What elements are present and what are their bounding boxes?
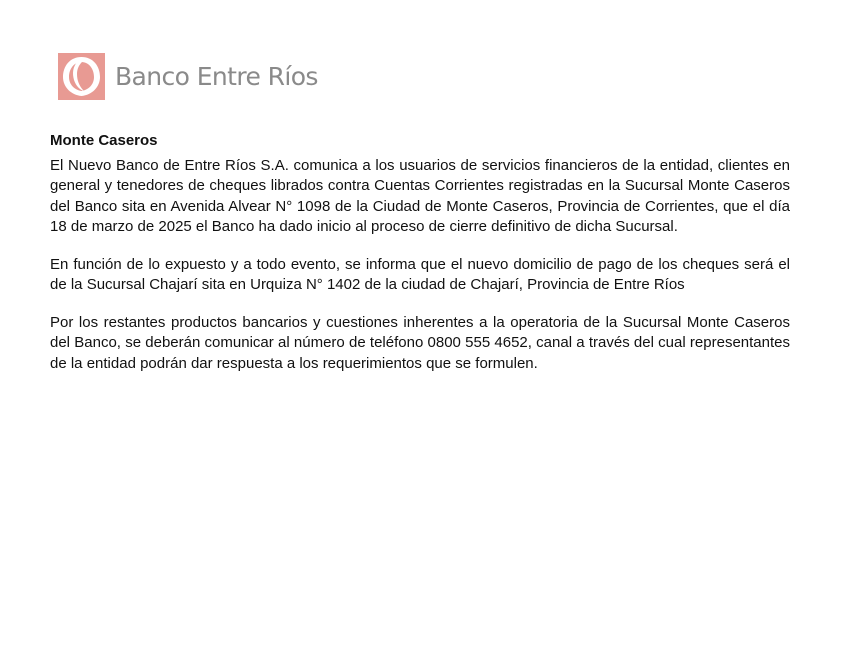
notice-paragraph-1: El Nuevo Banco de Entre Ríos S.A. comunica a los usuarios de servicios financieros de la entidad, clientes en general y tenedores de cheques librados contra Cuentas Corrientes registradas en la Sucursal Monte Caseros del Banco sita en Avenida Alvear N° 1098 de la Ciudad de Monte Caseros, Provincia de Corrientes, que el día 18 de marzo de 2025 el Banco ha dado inicio al proceso de cierre definitivo de dicha Sucursal.: [50, 156, 790, 235]
notice-title: Monte Caseros: [50, 132, 158, 149]
notice-body: [50, 131, 790, 391]
brand-name: Banco Entre Ríos: [115, 61, 318, 91]
notice-paragraph-3: Por los restantes productos bancarios y cuestiones inherentes a la operatoria de la Sucursal Monte Caseros del Banco, se deberán comunicar al número de teléfono 0800 555 4652, canal a través del cual representantes de la entidad podrán dar respuesta a los requerimientos que se formulen.: [50, 313, 790, 372]
bank-logo: [58, 52, 318, 100]
banco-entre-rios-logo-icon: [58, 53, 105, 100]
notice-paragraph-2: En función de lo expuesto y a todo evento, se informa que el nuevo domicilio de pago de los cheques será el de la Sucursal Chajarí sita en Urquiza N° 1402 de la ciudad de Chajarí, Provincia de Entre Ríos: [50, 255, 790, 293]
